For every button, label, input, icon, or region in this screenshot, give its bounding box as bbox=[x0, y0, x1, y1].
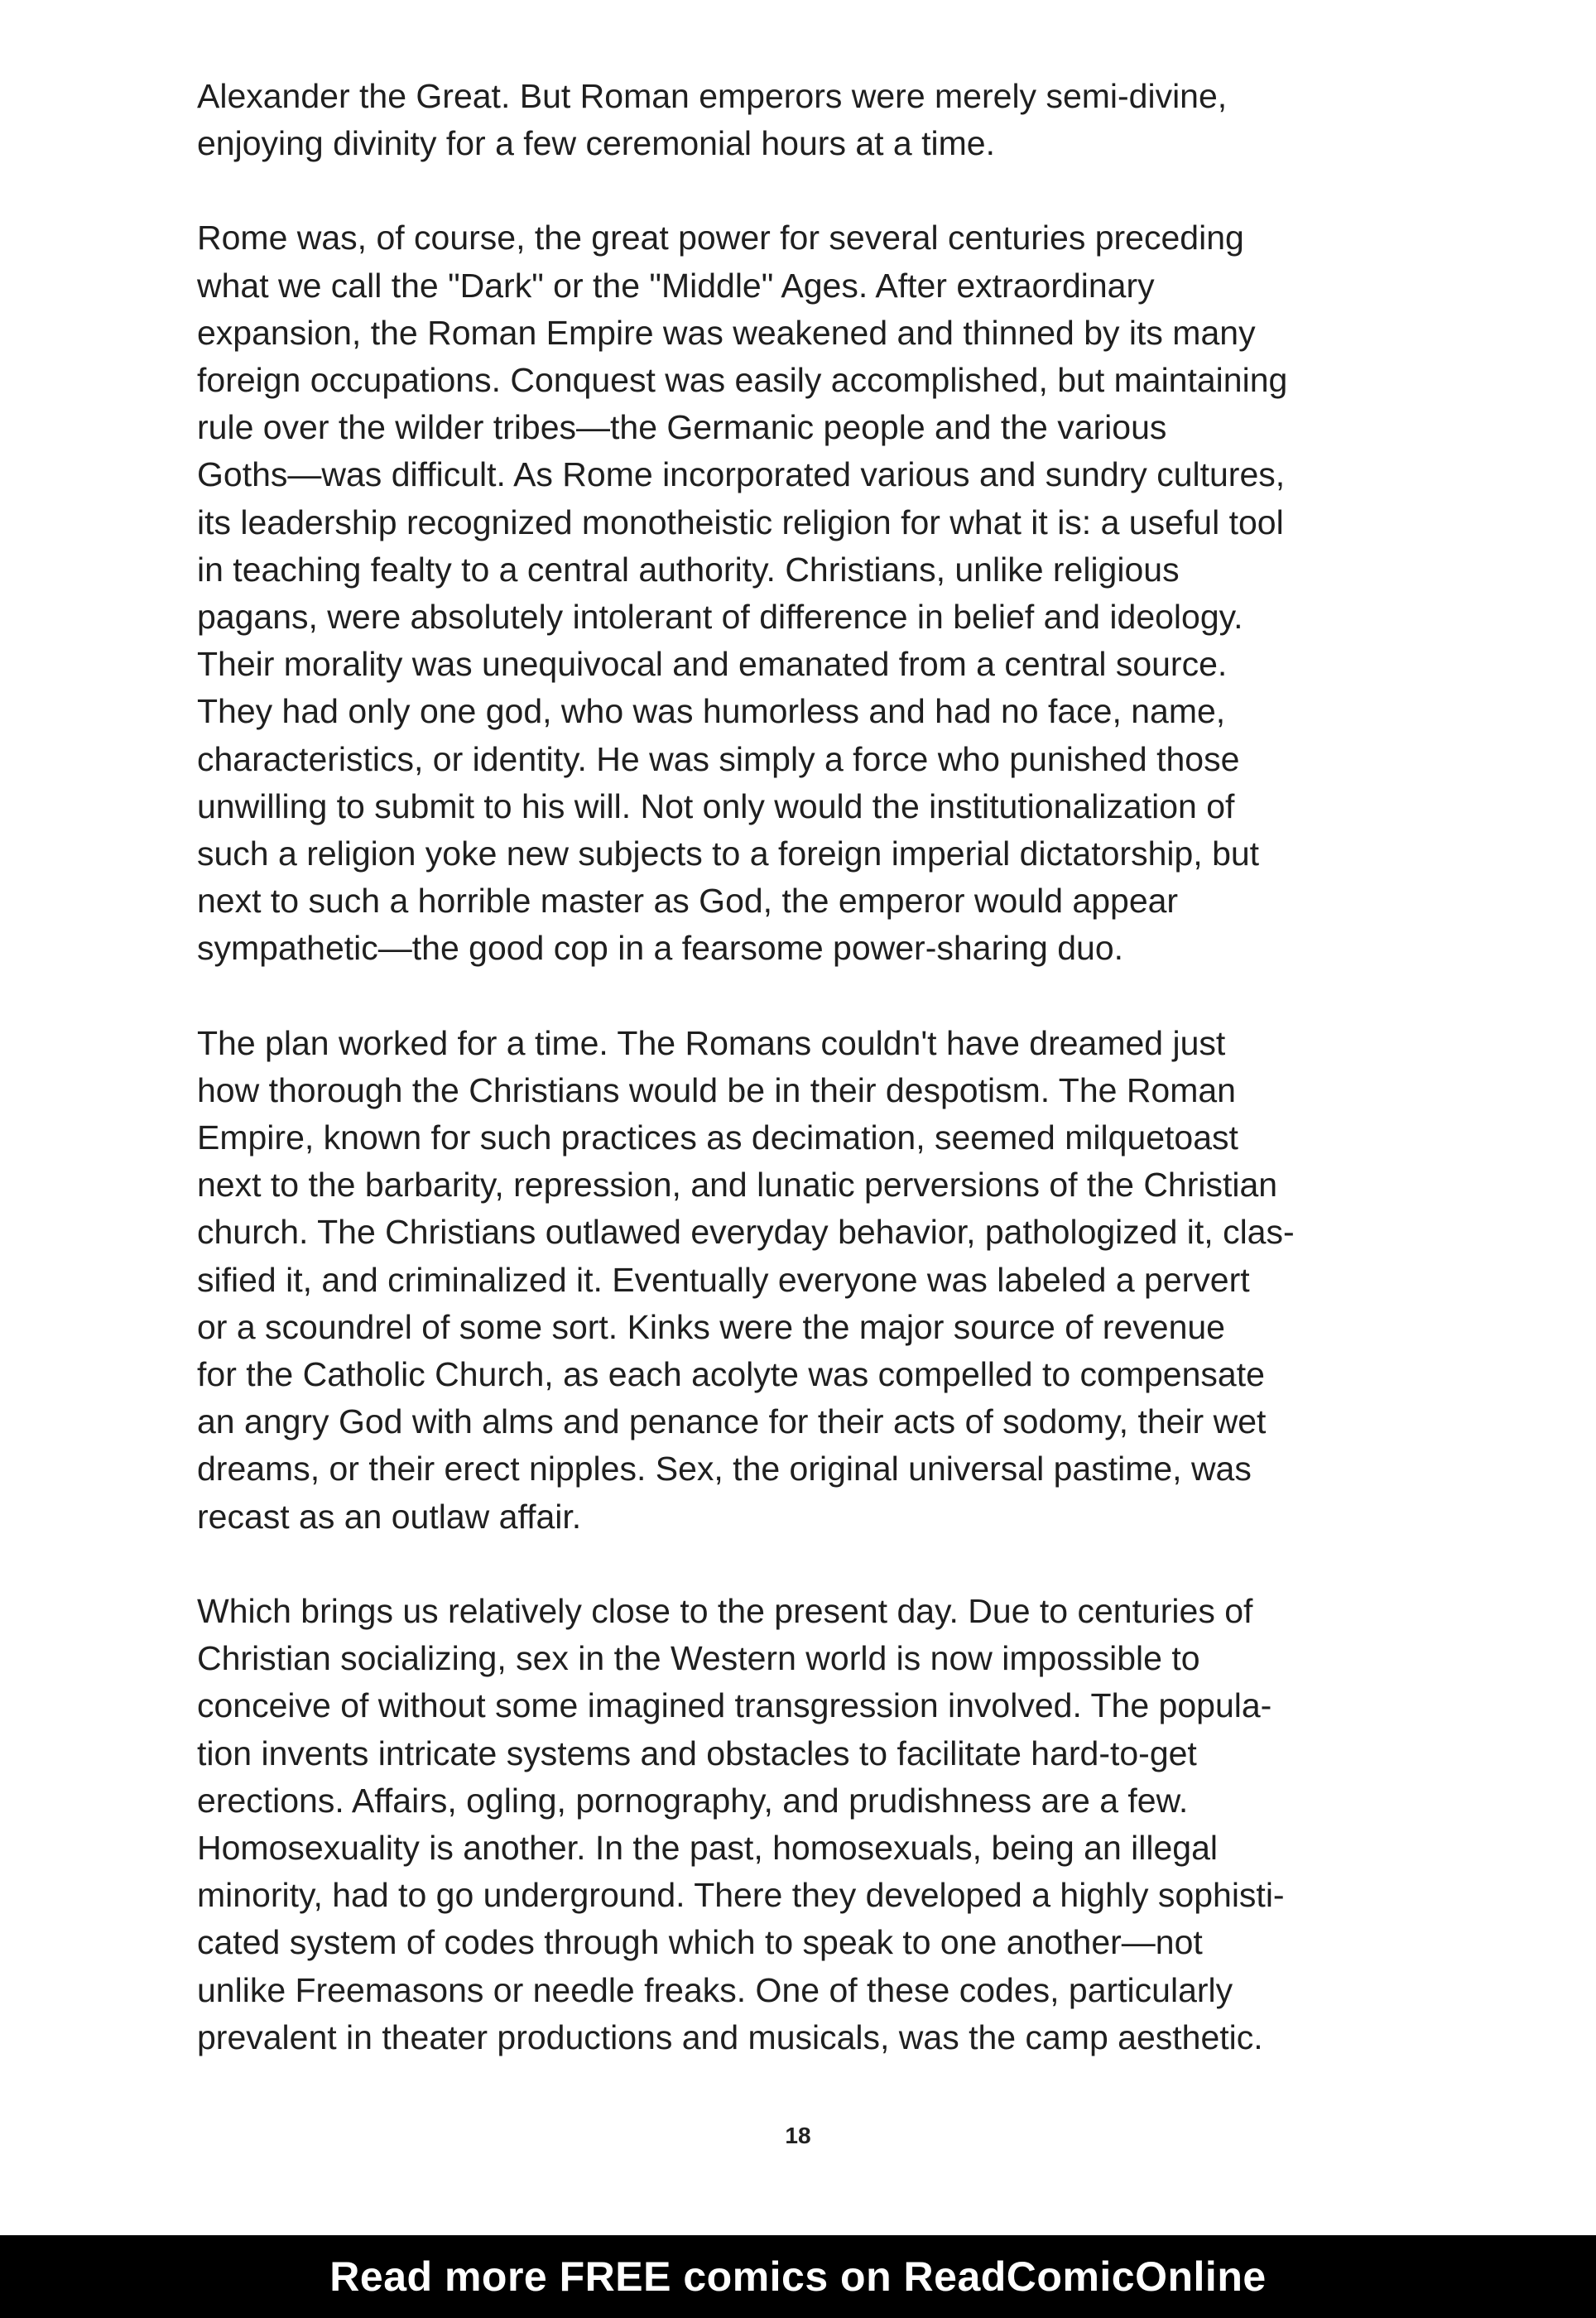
text-line: sified it, and criminalized it. Eventually everyone was labeled a pervert bbox=[197, 1260, 1250, 1299]
text-line: unlike Freemasons or needle freaks. One of these codes, particularly bbox=[197, 1970, 1233, 2009]
text-line: Goths—was difficult. As Rome incorporated various and sundry cultures, bbox=[197, 455, 1286, 494]
text-line: what we call the "Dark" or the "Middle" Ages. After extraordinary bbox=[197, 266, 1155, 305]
text-line: expansion, the Roman Empire was weakened and thinned by its many bbox=[197, 313, 1256, 352]
text-line: Rome was, of course, the great power for several centuries preceding bbox=[197, 219, 1244, 257]
text-line: conceive of without some imagined transgression involved. The popula- bbox=[197, 1686, 1272, 1725]
paragraph-2 bbox=[197, 214, 1397, 972]
text-line: for the Catholic Church, as each acolyte was compelled to compensate bbox=[197, 1355, 1265, 1394]
text-line: church. The Christians outlawed everyday behavior, pathologized it, clas- bbox=[197, 1213, 1295, 1252]
text-line: in teaching fealty to a central authority. Christians, unlike religious bbox=[197, 550, 1180, 589]
paragraph-1 bbox=[197, 73, 1397, 167]
page-number: 18 bbox=[785, 2123, 811, 2148]
text-line: such a religion yoke new subjects to a foreign imperial dictatorship, but bbox=[197, 834, 1260, 873]
text-line: Their morality was unequivocal and emanated from a central source. bbox=[197, 645, 1228, 684]
text-line: Alexander the Great. But Roman emperors were merely semi-divine, bbox=[197, 77, 1228, 115]
text-line: unwilling to submit to his will. Not only would the institutionalization of bbox=[197, 786, 1235, 825]
text-line: an angry God with alms and penance for their acts of sodomy, their wet bbox=[197, 1402, 1267, 1441]
text-line: pagans, were absolutely intolerant of difference in belief and ideology. bbox=[197, 598, 1243, 637]
text-line: prevalent in theater productions and musicals, was the camp aesthetic. bbox=[197, 2017, 1263, 2056]
text-line: rule over the wilder tribes—the Germanic people and the various bbox=[197, 408, 1167, 447]
footer-banner-link[interactable]: Read more FREE comics on ReadComicOnline bbox=[329, 2253, 1267, 2300]
text-line: They had only one god, who was humorless and had no face, name, bbox=[197, 692, 1226, 731]
text-line: Which brings us relatively close to the present day. Due to centuries of bbox=[197, 1591, 1253, 1630]
text-line: The plan worked for a time. The Romans couldn't have dreamed just bbox=[197, 1023, 1226, 1062]
text-line: foreign occupations. Conquest was easily accomplished, but maintaining bbox=[197, 361, 1288, 400]
text-line: cated system of codes through which to speak to one another—not bbox=[197, 1923, 1203, 1962]
text-line: minority, had to go underground. There they developed a highly sophisti- bbox=[197, 1876, 1285, 1915]
text-line: recast as an outlaw affair. bbox=[197, 1497, 582, 1536]
text-line: Empire, known for such practices as decimation, seemed milquetoast bbox=[197, 1118, 1238, 1157]
text-line: Christian socializing, sex in the Western world is now impossible to bbox=[197, 1639, 1200, 1678]
body-text bbox=[197, 73, 1397, 2109]
text-line: or a scoundrel of some sort. Kinks were the major source of revenue bbox=[197, 1307, 1225, 1346]
text-line: erections. Affairs, ogling, pornography, and prudishness are a few. bbox=[197, 1781, 1189, 1820]
footer-banner[interactable] bbox=[0, 2235, 1596, 2318]
paragraph-4 bbox=[197, 1588, 1397, 2061]
text-line: next to the barbarity, repression, and lunatic perversions of the Christian bbox=[197, 1166, 1278, 1205]
text-line: sympathetic—the good cop in a fearsome power-sharing duo. bbox=[197, 929, 1124, 968]
text-line: tion invents intricate systems and obstacles to facilitate hard-to-get bbox=[197, 1734, 1197, 1772]
text-line: characteristics, or identity. He was simply a force who punished those bbox=[197, 739, 1240, 778]
text-line: enjoying divinity for a few ceremonial hours at a time. bbox=[197, 124, 995, 163]
text-line: its leadership recognized monotheistic religion for what it is: a useful tool bbox=[197, 503, 1284, 541]
text-line: Homosexuality is another. In the past, homosexuals, being an illegal bbox=[197, 1828, 1219, 1867]
paragraph-3 bbox=[197, 1020, 1397, 1541]
text-line: next to such a horrible master as God, the emperor would appear bbox=[197, 882, 1179, 921]
text-line: dreams, or their erect nipples. Sex, the original universal pastime, was bbox=[197, 1450, 1252, 1488]
text-line: how thorough the Christians would be in their despotism. The Roman bbox=[197, 1070, 1236, 1109]
